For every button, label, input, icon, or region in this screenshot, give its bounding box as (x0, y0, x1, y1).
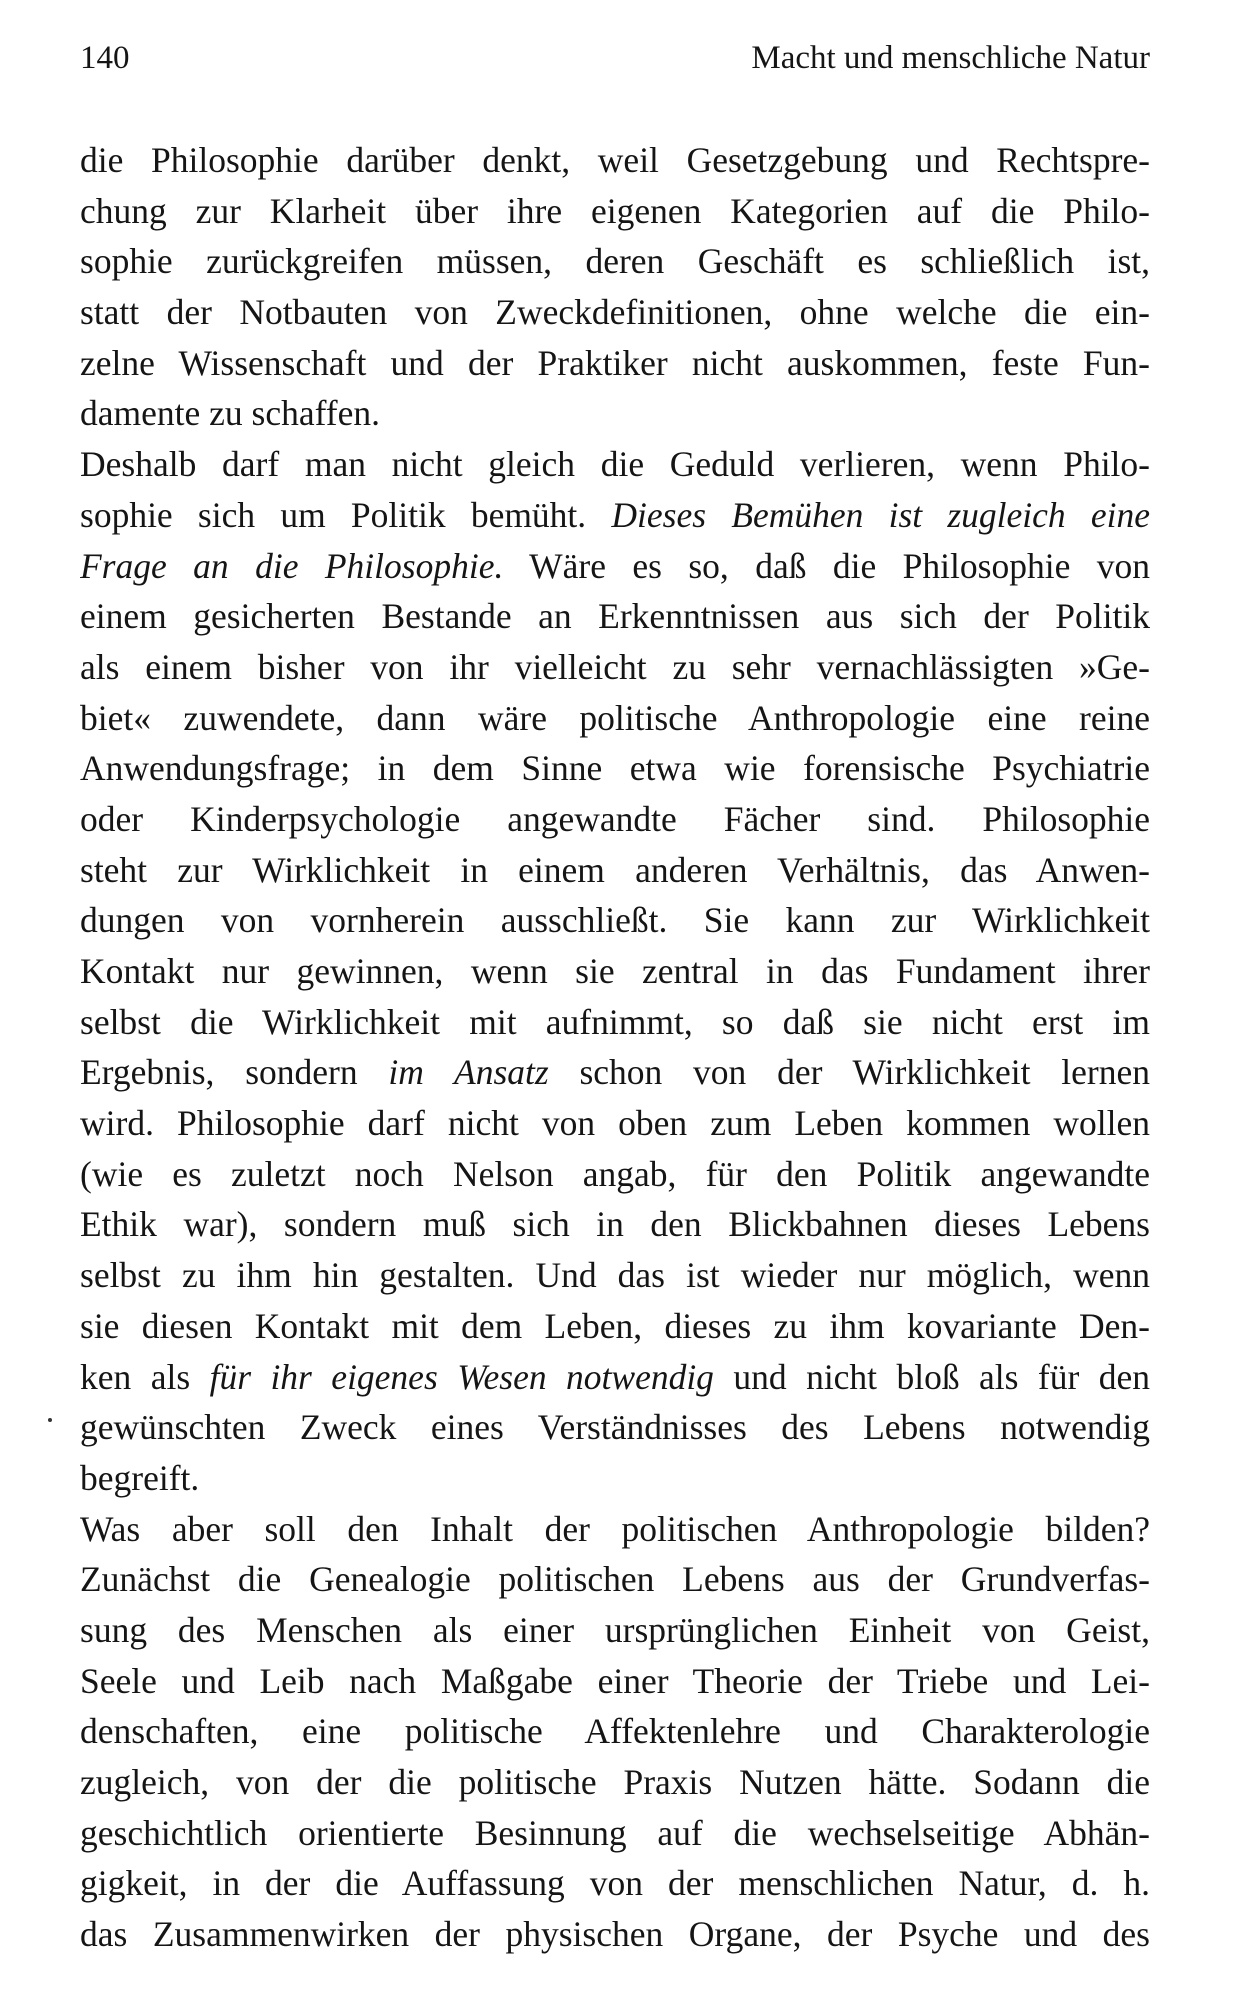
text-run: sung des Menschen als einer ursprünglichen Einheit von Geist, (80, 1609, 1150, 1650)
text-line (80, 743, 1150, 794)
text-line (80, 236, 1150, 287)
emphasis-text: Dieses Bemühen ist zugleich eine (611, 494, 1150, 535)
text-line (80, 1149, 1150, 1200)
text-run: gewünschten Zweck eines Verständnisses des Lebens notwendig (80, 1407, 1150, 1448)
text-line (80, 1504, 1150, 1555)
text-run: steht zur Wirklichkeit in einem anderen Verhältnis, das Anwen- (80, 849, 1150, 890)
emphasis-text: für ihr eigenes Wesen notwendig (209, 1356, 714, 1397)
running-title: Macht und menschliche Natur (751, 40, 1150, 76)
text-run: oder Kinderpsychologie angewandte Fächer sind. Philosophie (80, 798, 1150, 839)
text-run: Seele und Leib nach Maßgabe einer Theorie der Triebe und Lei- (80, 1660, 1150, 1701)
text-line (80, 1909, 1150, 1960)
text-line (80, 135, 1150, 186)
text-line (80, 1858, 1150, 1909)
text-line (80, 1656, 1150, 1707)
text-run: Anwendungsfrage; in dem Sinne etwa wie forensische Psychiatrie (80, 748, 1150, 789)
text-line (80, 895, 1150, 946)
text-line (80, 1047, 1150, 1098)
text-run: biet« zuwendete, dann wäre politische Anthropologie eine reine (80, 697, 1150, 738)
text-run: sophie zurückgreifen müssen, deren Geschäft es schließlich ist, (80, 241, 1150, 282)
text-line (80, 997, 1150, 1048)
text-run: denschaften, eine politische Affektenlehre und Charakterologie (80, 1711, 1150, 1752)
text-run: wird. Philosophie darf nicht von oben zum Leben kommen wollen (80, 1103, 1150, 1144)
text-run: chung zur Klarheit über ihre eigenen Kategorien auf die Philo- (80, 190, 1150, 231)
text-run: sie diesen Kontakt mit dem Leben, dieses zu ihm kovariante Den- (80, 1305, 1150, 1346)
body-text (80, 135, 1150, 1960)
text-run: (wie es zuletzt noch Nelson angab, für den Politik angewandte (80, 1153, 1150, 1194)
text-run: statt der Notbauten von Zweckdefinitionen, ohne welche die ein- (80, 292, 1150, 333)
text-run: Zunächst die Genealogie politischen Lebens aus der Grundverfas- (80, 1559, 1150, 1600)
text-run: damente zu schaffen. (80, 393, 380, 434)
text-line (80, 439, 1150, 490)
text-run: zelne Wissenschaft und der Praktiker nicht auskommen, feste Fun- (80, 342, 1150, 383)
text-line (80, 845, 1150, 896)
text-line (80, 1554, 1150, 1605)
text-run: selbst die Wirklichkeit mit aufnimmt, so daß sie nicht erst im (80, 1001, 1150, 1042)
emphasis-text: im Ansatz (388, 1052, 549, 1093)
text-line (80, 541, 1150, 592)
emphasis-text: Frage an die Philosophie. (80, 545, 504, 586)
text-line (80, 591, 1150, 642)
text-run: begreift. (80, 1457, 200, 1498)
text-line (80, 946, 1150, 997)
text-run: zugleich, von der die politische Praxis Nutzen hätte. Sodann die (80, 1762, 1150, 1802)
text-run: Kontakt nur gewinnen, wenn sie zentral in das Fundament ihrer (80, 951, 1150, 991)
text-run: als einem bisher von ihr vielleicht zu sehr vernachlässigten »Ge- (80, 646, 1150, 687)
text-line (80, 693, 1150, 744)
text-line (80, 794, 1150, 845)
text-line (80, 1352, 1150, 1403)
text-run: ken als (80, 1356, 210, 1397)
text-line (80, 388, 1150, 439)
text-line (80, 1098, 1150, 1149)
text-run: Ergebnis, sondern (80, 1052, 389, 1093)
text-line (80, 1402, 1150, 1453)
text-line (80, 642, 1150, 693)
text-line (80, 1605, 1150, 1656)
text-line (80, 287, 1150, 338)
text-run: schon von der Wirklichkeit lernen (548, 1052, 1150, 1093)
text-line (80, 1453, 1150, 1504)
page-number: 140 (80, 40, 130, 76)
text-run: das Zusammenwirken der physischen Organe, der Psyche und des (80, 1914, 1150, 1955)
text-run: Was aber soll den Inhalt der politischen Anthropologie bilden? (80, 1508, 1150, 1549)
text-run: selbst zu ihm hin gestalten. Und das ist wieder nur möglich, wenn (80, 1255, 1150, 1296)
text-line (80, 1250, 1150, 1301)
text-run: Deshalb darf man nicht gleich die Geduld verlieren, wenn Philo- (80, 444, 1150, 485)
text-run: Wäre es so, daß die Philosophie von (503, 545, 1150, 586)
page-header (80, 40, 1150, 86)
text-line (80, 1199, 1150, 1250)
text-run: geschichtlich orientierte Besinnung auf die wechselseitige Abhän- (80, 1812, 1150, 1853)
text-line (80, 1301, 1150, 1352)
text-run: sophie sich um Politik bemüht. (80, 494, 612, 535)
text-run: die Philosophie darüber denkt, weil Gesetzgebung und Rechtspre- (80, 140, 1150, 180)
text-run: einem gesicherten Bestande an Erkenntnissen aus sich der Politik (80, 596, 1150, 637)
text-run: und nicht bloß als für den (713, 1356, 1150, 1397)
text-line (80, 1808, 1150, 1859)
text-run: gigkeit, in der die Auffassung von der menschlichen Natur, d. h. (80, 1863, 1150, 1904)
scan-speck (48, 1418, 52, 1422)
text-line (80, 1757, 1150, 1808)
text-line (80, 186, 1150, 237)
text-line (80, 338, 1150, 389)
text-run: dungen von vornherein ausschließt. Sie kann zur Wirklichkeit (80, 900, 1150, 941)
text-line (80, 1706, 1150, 1757)
text-line (80, 490, 1150, 541)
text-run: Ethik war), sondern muß sich in den Blickbahnen dieses Lebens (80, 1204, 1150, 1245)
